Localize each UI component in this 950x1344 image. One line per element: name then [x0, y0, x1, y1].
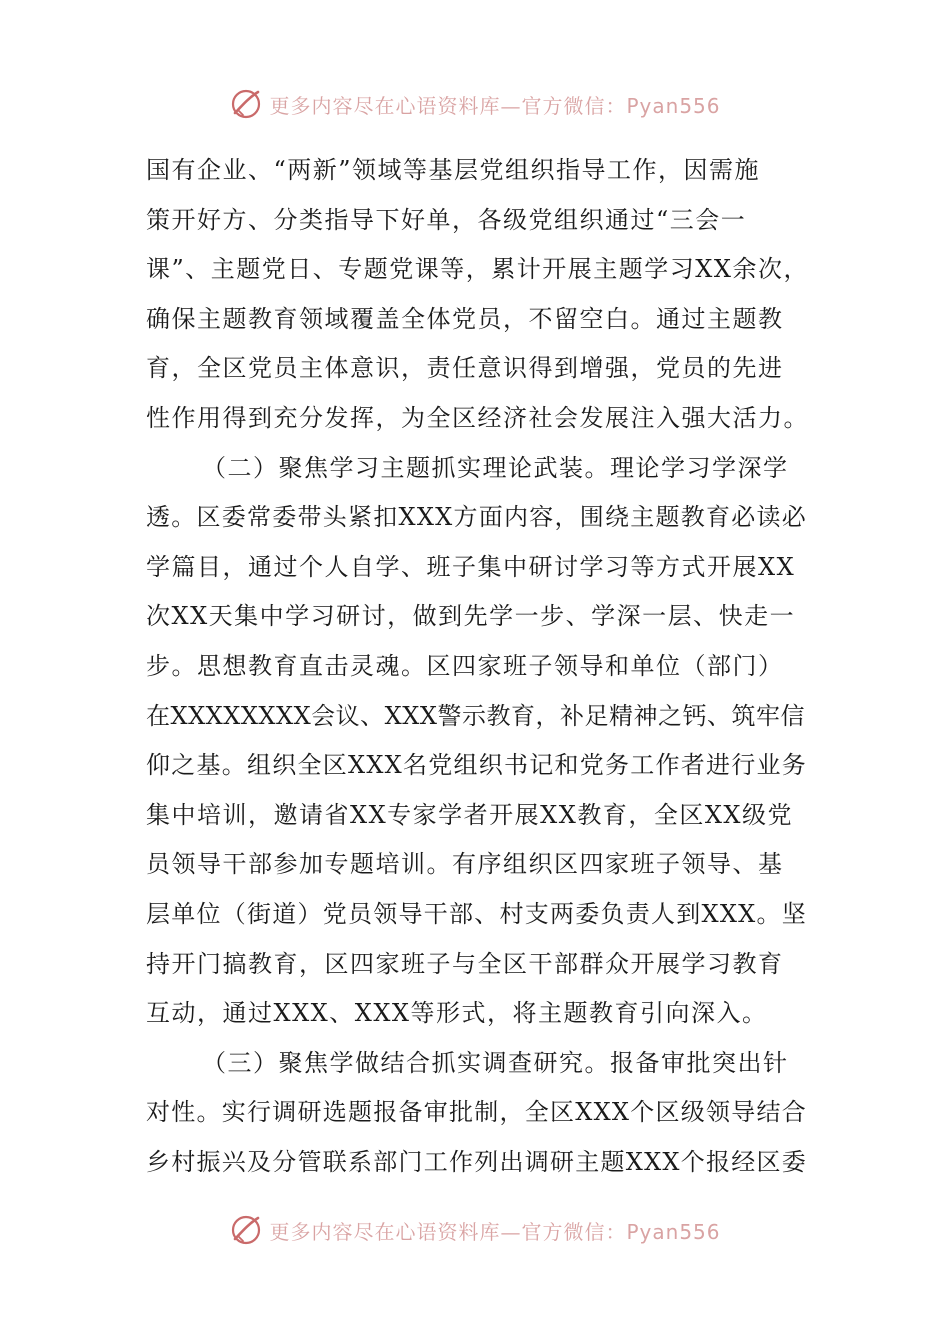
pen-logo-icon	[229, 87, 263, 121]
text-line: 集中培训，邀请省XX专家学者开展XX教育，全区XX级党	[146, 800, 794, 829]
text-line: 对性。实行调研选题报备审批制，全区XXX个区级领导结合	[146, 1098, 808, 1127]
watermark-wechat-id: Pyan556	[626, 1219, 721, 1244]
document-body	[146, 146, 810, 1187]
text-line: （二）聚焦学习主题抓实理论武装。理论学习学深学	[202, 453, 789, 482]
watermark-label: 更多内容尽在心语资料库—官方微信：	[269, 1219, 627, 1244]
text-line: 步。思想教育直击灵魂。区四家班子领导和单位（部门）	[146, 651, 784, 680]
watermark-label: 更多内容尽在心语资料库—官方微信：	[269, 93, 627, 118]
text-line: （三）聚焦学做结合抓实调查研究。报备审批突出针	[202, 1048, 789, 1077]
text-line: 课”、主题党日、专题党课等，累计开展主题学习XX余次，	[146, 255, 809, 284]
text-line: 透。区委常委带头紧扣XXX方面内容，围绕主题教育必读必	[146, 503, 808, 532]
text-line: 学篇目，通过个人自学、班子集中研讨学习等方式开展XX	[146, 552, 796, 581]
watermark-text	[269, 90, 720, 119]
text-line: 确保主题教育领域覆盖全体党员，不留空白。通过主题教	[146, 304, 784, 333]
text-line: 次XX天集中学习研讨，做到先学一步、学深一层、快走一	[146, 602, 796, 631]
text-line: 育，全区党员主体意识，责任意识得到增强，党员的先进	[146, 354, 784, 383]
text-line: 互动，通过XXX、XXX等形式，将主题教育引向深入。	[146, 999, 768, 1028]
watermark-text	[269, 1216, 720, 1245]
watermark-wechat-id: Pyan556	[626, 93, 721, 118]
text-line: 在XXXXXXXX会议、XXX警示教育，补足精神之钙、筑牢信	[146, 701, 805, 730]
pen-logo-icon	[229, 1213, 263, 1247]
text-line: 国有企业、“两新”领域等基层党组织指导工作，因需施	[146, 156, 761, 184]
text-line: 员领导干部参加专题培训。有序组织区四家班子领导、基	[146, 850, 784, 879]
text-line: 性作用得到充分发挥，为全区经济社会发展注入强大活力。	[146, 403, 809, 432]
header-watermark	[0, 84, 950, 124]
text-line: 策开好方、分类指导下好单，各级党组织通过“三会一	[146, 205, 747, 234]
text-line: 乡村振兴及分管联系部门工作列出调研主题XXX个报经区委	[146, 1147, 808, 1176]
footer-watermark	[0, 1210, 950, 1250]
text-line: 持开门搞教育，区四家班子与全区干部群众开展学习教育	[146, 949, 784, 978]
text-line: 仰之基。组织全区XXX名党组织书记和党务工作者进行业务	[146, 751, 808, 780]
text-line: 层单位（街道）党员领导干部、村支两委负责人到XXX。坚	[146, 899, 808, 928]
